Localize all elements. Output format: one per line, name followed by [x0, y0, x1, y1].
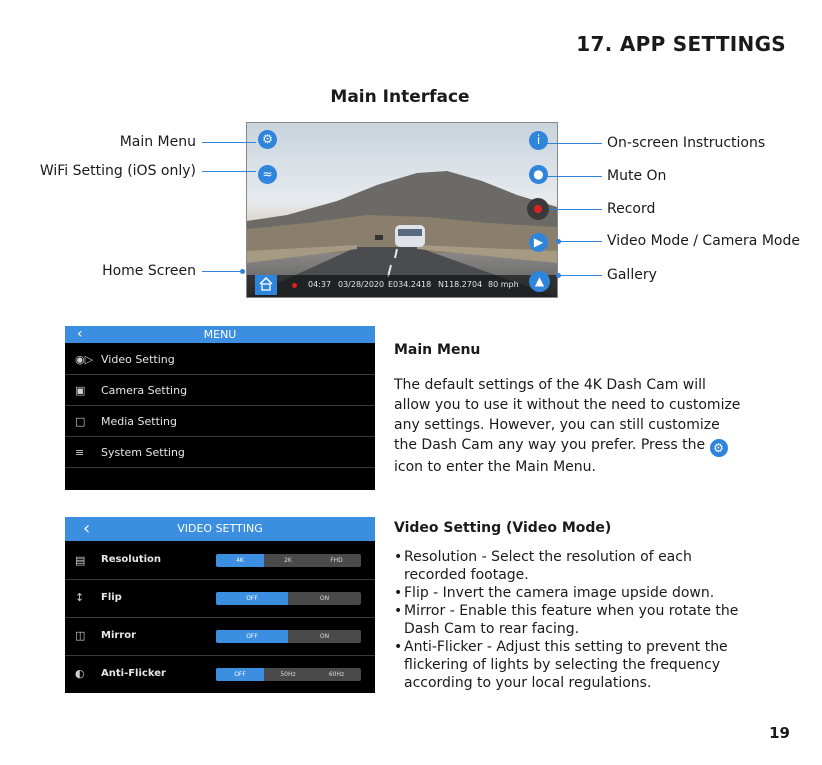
menu-item-video-setting[interactable] [65, 344, 375, 375]
option-fhd[interactable]: FHD [330, 557, 343, 564]
callout-line [202, 271, 242, 272]
bullet-item: • Resolution - Select the resolution of each recorded footage. [394, 549, 692, 583]
resolution-selector[interactable] [216, 554, 361, 567]
road-scene-image [247, 123, 557, 297]
bullet-item: • Flip - Invert the camera image upside down. [394, 585, 715, 601]
gallery-icon[interactable]: ▲ [529, 271, 550, 292]
home-glyph-icon [259, 277, 273, 291]
setting-label: Anti-Flicker [101, 668, 166, 679]
callout-line [558, 275, 602, 276]
bullet-text: Flip - Invert the camera image upside down. [404, 585, 715, 601]
menu-item-label: Video Setting [101, 353, 175, 366]
option-off[interactable]: OFF [216, 592, 288, 605]
bullet-text: Resolution - Select the resolution of each recorded footage. [404, 549, 692, 583]
status-bar [247, 275, 557, 297]
gear-icon: ⚙ [710, 439, 728, 457]
chapter-title: 17. APP SETTINGS [576, 32, 786, 56]
section-heading: Main Interface [330, 87, 470, 107]
bullet-text: Mirror - Enable this feature when you rotate the Dash Cam to rear facing. [404, 603, 739, 637]
status-latitude: N118.2704 [438, 280, 483, 289]
status-speed: 80 mph [488, 280, 519, 289]
video-setting-title: Video Setting (Video Mode) [394, 520, 612, 536]
option-4k[interactable]: 4K [216, 554, 264, 567]
page-number: 19 [769, 724, 790, 742]
callout-line [547, 143, 602, 144]
video-setting-panel [65, 517, 375, 693]
setting-row-anti-flicker [65, 656, 375, 693]
callout-dot [240, 269, 245, 274]
menu-item-label: Camera Setting [101, 384, 188, 397]
option-60hz[interactable]: 60Hz [328, 671, 345, 678]
main-interface-screenshot [246, 122, 558, 298]
video-camera-icon: ◉▷ [75, 353, 94, 366]
menu-header [65, 326, 375, 343]
callout-main-menu: Main Menu [119, 134, 196, 150]
callout-home: Home Screen [102, 263, 196, 279]
option-off[interactable]: OFF [216, 668, 264, 681]
video-setting-header [65, 517, 375, 541]
status-longitude: E034.2418 [388, 280, 432, 289]
mirror-icon: ◫ [75, 629, 86, 642]
bullet-item: • Mirror - Enable this feature when you rotate the Dash Cam to rear facing. [394, 603, 739, 637]
setting-label: Mirror [101, 630, 137, 641]
main-menu-gear-icon[interactable]: ⚙ [258, 130, 277, 149]
callout-gallery: Gallery [607, 267, 657, 283]
flip-icon: ↕ [75, 591, 85, 604]
setting-label: Flip [101, 592, 122, 603]
setting-row-resolution [65, 542, 375, 580]
option-on[interactable]: ON [319, 595, 330, 602]
menu-item-label: System Setting [101, 446, 185, 459]
recording-indicator-dot [292, 283, 297, 288]
option-on[interactable]: ON [319, 633, 330, 640]
callout-record: Record [607, 201, 656, 217]
back-chevron-icon[interactable]: ‹ [77, 326, 83, 342]
setting-label: Resolution [101, 554, 162, 565]
callout-line [549, 209, 602, 210]
microphone-mute-icon[interactable]: ● [529, 165, 548, 184]
main-menu-text: The default settings of the 4K Dash Cam will allow you to use it without the need to customize any settings. However, you can still customize the Dash Cam any way you prefer. Press the [394, 377, 741, 453]
callout-instructions: On-screen Instructions [607, 135, 766, 151]
callout-line [202, 171, 256, 172]
camera-icon: ▣ [75, 384, 86, 397]
callout-line [202, 142, 256, 143]
option-2k[interactable]: 2K [284, 557, 292, 564]
setting-row-mirror [65, 618, 375, 656]
bullet-text: Anti-Flicker - Adjust this setting to prevent the flickering of lights by selecting the frequency according to your local regulations. [404, 639, 728, 691]
option-off[interactable]: OFF [216, 630, 288, 643]
menu-item-media-setting[interactable] [65, 406, 375, 437]
info-icon[interactable]: i [529, 131, 548, 150]
mirror-toggle[interactable] [216, 630, 361, 643]
callout-mode: Video Mode / Camera Mode [607, 233, 800, 249]
menu-item-label: Media Setting [101, 415, 177, 428]
sliders-icon: ≡ [75, 446, 85, 459]
main-menu-paragraph [394, 375, 746, 477]
option-50hz[interactable]: 50Hz [280, 671, 296, 678]
anti-flicker-icon: ◐ [75, 667, 85, 680]
record-button[interactable] [527, 198, 549, 220]
menu-header-title: MENU [203, 328, 237, 341]
menu-item-system-setting[interactable] [65, 437, 375, 468]
anti-flicker-selector[interactable] [216, 668, 361, 681]
video-setting-bullets [394, 548, 739, 692]
wifi-icon[interactable]: ≈ [258, 165, 277, 184]
video-setting-header-title: VIDEO SETTING [177, 522, 263, 535]
callout-mute: Mute On [607, 168, 667, 184]
bullet-item: • Anti-Flicker - Adjust this setting to prevent the flickering of lights by selecting the frequency according to your local regulations. [394, 639, 728, 691]
callout-line [547, 176, 602, 177]
folder-icon: □ [75, 415, 86, 428]
main-menu-title: Main Menu [394, 342, 481, 358]
resolution-icon: ▤ [75, 554, 86, 567]
status-date: 03/28/2020 [338, 280, 385, 289]
menu-panel [65, 326, 375, 490]
callout-line [558, 241, 602, 242]
setting-row-flip [65, 580, 375, 618]
flip-toggle[interactable] [216, 592, 361, 605]
back-chevron-icon[interactable]: ‹ [83, 518, 91, 539]
status-time: 04:37 [308, 280, 332, 289]
video-camera-mode-icon[interactable]: ▶ [529, 233, 548, 252]
menu-item-camera-setting[interactable] [65, 375, 375, 406]
callout-wifi: WiFi Setting (iOS only) [39, 163, 196, 179]
main-menu-text-end: icon to enter the Main Menu. [394, 459, 596, 475]
